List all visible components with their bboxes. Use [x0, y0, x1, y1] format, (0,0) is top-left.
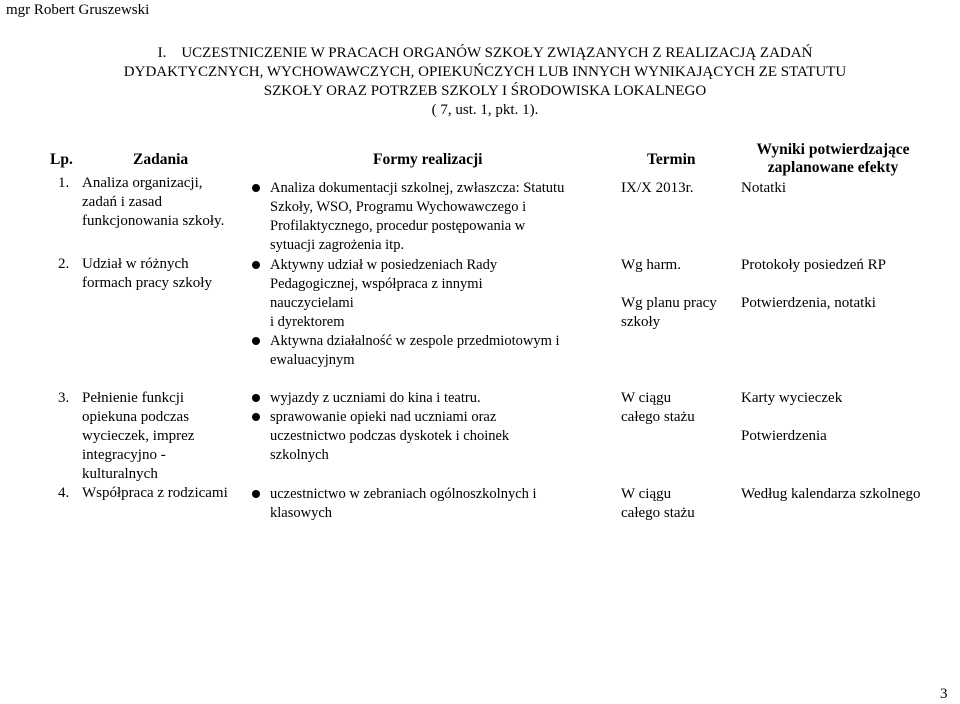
- row-2-task: [82, 255, 212, 293]
- header-results: [738, 141, 928, 177]
- row-3-form-item: [252, 389, 612, 408]
- row-4-results: [741, 485, 921, 504]
- bullet-icon: [252, 490, 260, 498]
- form-line: Analiza dokumentacji szkolnej, zwłaszcza: Statutu: [270, 180, 565, 196]
- header-forms: Formy realizacji: [373, 151, 483, 168]
- form-line: ewaluacyjnym: [270, 352, 355, 368]
- header-lp: Lp.: [50, 151, 73, 168]
- header-tasks: Zadania: [133, 151, 189, 168]
- row-3-task-line: integracyjno -: [82, 447, 166, 463]
- form-line: nauczycielami: [270, 295, 354, 311]
- row-1-task-line: zadań i zasad: [82, 194, 162, 210]
- term-line: W ciągu: [621, 486, 672, 502]
- row-3-forms: [252, 389, 612, 465]
- row-2-term: [621, 256, 717, 332]
- row-3-form-item: [252, 408, 612, 465]
- row-4-lp: 4.: [58, 485, 70, 501]
- author-name: mgr Robert Gruszewski: [6, 2, 150, 18]
- form-line: uczestnictwo podczas dyskotek i choinek: [270, 428, 510, 444]
- form-line: sytuacji zagrożenia itp.: [270, 237, 405, 253]
- result-line: Karty wycieczek: [741, 390, 843, 406]
- row-2-form-item: [252, 332, 612, 370]
- form-line: Profilaktycznego, procedur postępowania w: [270, 218, 526, 234]
- header-results-line-1: Wyniki potwierdzające: [756, 141, 910, 158]
- form-line: szkolnych: [270, 447, 329, 463]
- result-line: Według kalendarza szkolnego: [741, 486, 921, 502]
- term-line: całego stażu: [621, 409, 695, 425]
- form-line: Aktywna działalność w zespole przedmiotowym i: [270, 333, 560, 349]
- form-line: Aktywny udział w posiedzeniach Rady: [270, 257, 498, 273]
- section-heading: [90, 44, 880, 120]
- row-3-task-line: opiekuna podczas: [82, 409, 190, 425]
- row-4-task: [82, 484, 228, 503]
- heading-line-4: ( 7, ust. 1, pkt. 1).: [431, 102, 539, 118]
- row-1-lp: 1.: [58, 175, 70, 191]
- term-line: szkoły: [621, 314, 661, 330]
- term-line: całego stażu: [621, 505, 695, 521]
- row-2-results: [741, 256, 886, 313]
- form-line: sprawowanie opieki nad uczniami oraz: [270, 409, 497, 425]
- bullet-icon: [252, 337, 260, 345]
- row-2-task-line: Udział w różnych: [82, 256, 189, 272]
- heading-line-1: [90, 44, 880, 63]
- result-line: Potwierdzenia, notatki: [741, 295, 876, 311]
- term-line: W ciągu: [621, 390, 672, 406]
- heading-line-2: DYDAKTYCZNYCH, WYCHOWAWCZYCH, OPIEKUŃCZYCH LUB INNYCH WYNIKAJĄCYCH ZE STATUTU: [123, 64, 847, 80]
- header-results-line-2: zaplanowane efekty: [767, 159, 899, 176]
- row-3-task: [82, 389, 194, 484]
- row-3-task-line: Pełnienie funkcji: [82, 390, 185, 406]
- row-2-forms: [252, 256, 612, 370]
- term-line: Wg harm.: [621, 257, 681, 273]
- heading-line-1-text: UCZESTNICZENIE W PRACACH ORGANÓW SZKOŁY ZWIĄZANYCH Z REALIZACJĄ ZADAŃ: [181, 45, 813, 61]
- heading-line-3: SZKOŁY ORAZ POTRZEB SZKOLY I ŚRODOWISKA LOKALNEGO: [263, 83, 707, 99]
- row-1-task-line: Analiza organizacji,: [82, 175, 203, 191]
- form-line: Szkoły, WSO, Programu Wychowawczego i: [270, 199, 527, 215]
- result-line: Protokoły posiedzeń RP: [741, 257, 886, 273]
- form-line: wyjazdy z uczniami do kina i teatru.: [270, 390, 481, 406]
- row-1-task: [82, 174, 224, 231]
- row-1-term: IX/X 2013r.: [621, 180, 694, 196]
- bullet-icon: [252, 394, 260, 402]
- row-1-forms: [252, 179, 612, 255]
- header-term: Termin: [647, 151, 696, 168]
- row-4-task-line: Współpraca z rodzicami: [82, 485, 228, 501]
- page-number: 3: [940, 686, 948, 702]
- row-2-task-line: formach pracy szkoły: [82, 275, 212, 291]
- row-1-task-line: funkcjonowania szkoły.: [82, 213, 225, 229]
- row-4-term: [621, 485, 695, 523]
- row-3-results: [741, 389, 842, 446]
- row-3-task-line: wycieczek, imprez: [82, 428, 195, 444]
- form-line: klasowych: [270, 505, 333, 521]
- row-2-lp: 2.: [58, 256, 70, 272]
- bullet-icon: [252, 184, 260, 192]
- term-line: Wg planu pracy: [621, 295, 717, 311]
- row-1-result: Notatki: [741, 180, 786, 196]
- bullet-icon: [252, 413, 260, 421]
- heading-number: I.: [157, 45, 167, 61]
- result-line: Potwierdzenia: [741, 428, 827, 444]
- row-4-forms: [252, 485, 612, 523]
- bullet-icon: [252, 261, 260, 269]
- row-3-task-line: kulturalnych: [82, 466, 158, 482]
- row-2-form-item: [252, 256, 612, 332]
- form-line: uczestnictwo w zebraniach ogólnoszkolnych i: [270, 486, 537, 502]
- form-line: Pedagogicznej, współpraca z innymi: [270, 276, 483, 292]
- row-3-term: [621, 389, 695, 427]
- form-line: i dyrektorem: [270, 314, 345, 330]
- row-1-form-item: [252, 179, 612, 255]
- row-3-lp: 3.: [58, 390, 70, 406]
- row-4-form-item: [252, 485, 612, 523]
